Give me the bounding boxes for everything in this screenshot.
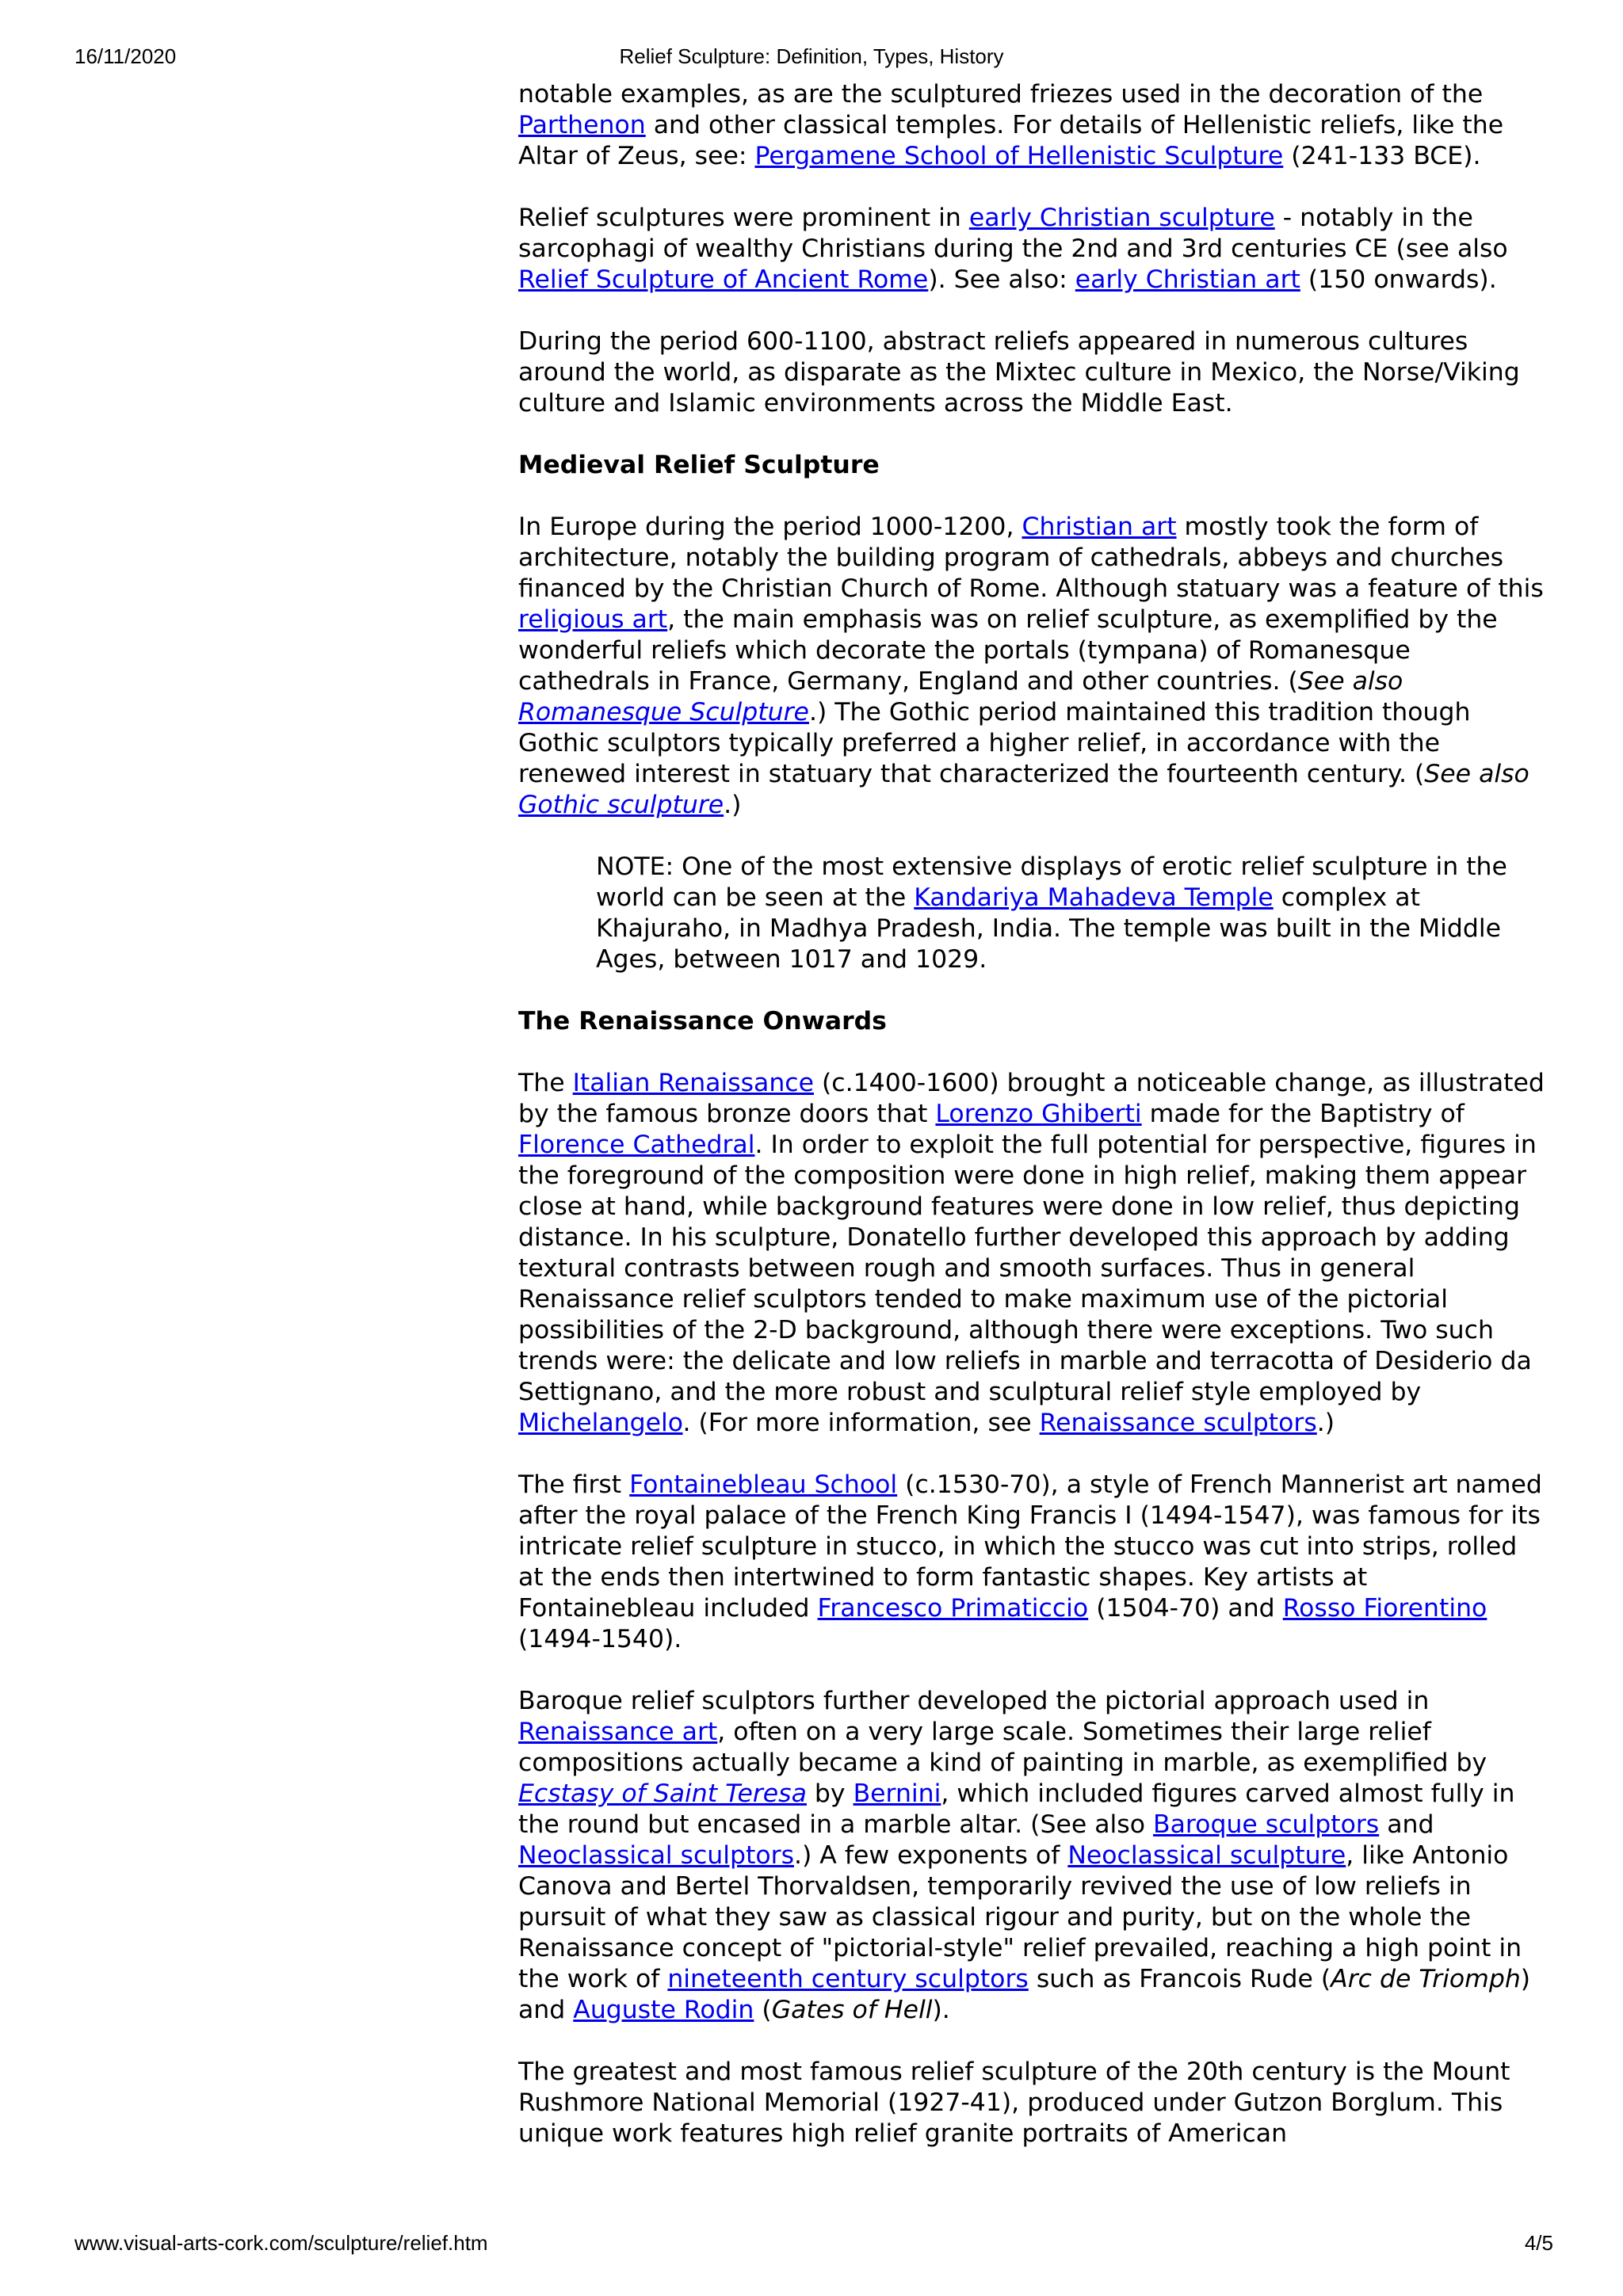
link-fontainebleau-school[interactable]: Fontainebleau School bbox=[629, 1470, 898, 1499]
print-date: 16/11/2020 bbox=[74, 44, 177, 68]
link-rosso-fiorentino[interactable]: Rosso Fiorentino bbox=[1282, 1594, 1487, 1623]
link-relief-ancient-rome[interactable]: Relief Sculpture of Ancient Rome bbox=[518, 265, 929, 294]
article-body bbox=[518, 79, 1549, 2180]
paragraph-abstract-reliefs: During the period 600-1100, abstract reliefs appeared in numerous cultures around the world, as disparate as the Mixtec culture in Mexico, the Norse/Viking culture and Islamic environments across the Middle East. bbox=[518, 327, 1520, 418]
link-neoclassical-sculpture[interactable]: Neoclassical sculpture bbox=[1067, 1841, 1346, 1870]
link-neoclassical-sculptors[interactable]: Neoclassical sculptors bbox=[518, 1841, 794, 1870]
link-lorenzo-ghiberti[interactable]: Lorenzo Ghiberti bbox=[935, 1100, 1142, 1128]
heading-medieval: Medieval Relief Sculpture bbox=[518, 451, 880, 479]
link-ecstasy-saint-teresa[interactable]: Ecstasy of Saint Teresa bbox=[518, 1779, 807, 1808]
paragraph-medieval: In Europe during the period 1000-1200, Christian art mostly took the form of architecture, notably the building program of cathedrals, abbeys and churches financed by the Christian Church of Rome. Although statuary was a feature of this religious art, the main emphasis was on relief sculpture, as exemplified by the wonderful reliefs which decorate the portals (tympana) of Romanesque cathedrals in France, Germany, England and other countries. (See also Romanesque Sculpture.) The Gothic period maintained this tradition though Gothic sculptors typically preferred a higher relief, in accordance with the renewed interest in statuary that characterized the fourteenth century. (See also Gothic sculpture.) bbox=[518, 513, 1544, 819]
page-number: 4/5 bbox=[1524, 2231, 1553, 2255]
link-pergamene-school[interactable]: Pergamene School of Hellenistic Sculpture bbox=[754, 142, 1284, 170]
paragraph-classical: notable examples, as are the sculptured friezes used in the decoration of the Parthenon and other classical temples. For details of Hellenistic reliefs, like the Altar of Zeus, see: Pergamene School of Hellenistic Sculpture (241-133 BCE). bbox=[518, 80, 1504, 170]
link-kandariya-temple[interactable]: Kandariya Mahadeva Temple bbox=[914, 883, 1274, 912]
link-parthenon[interactable]: Parthenon bbox=[518, 111, 646, 139]
link-florence-cathedral[interactable]: Florence Cathedral bbox=[518, 1131, 755, 1159]
link-renaissance-sculptors[interactable]: Renaissance sculptors bbox=[1039, 1409, 1317, 1437]
link-bernini[interactable]: Bernini bbox=[853, 1779, 941, 1808]
link-christian-art[interactable]: Christian art bbox=[1022, 513, 1177, 541]
link-early-christian-art[interactable]: early Christian art bbox=[1075, 265, 1300, 294]
paragraph-early-christian: Relief sculptures were prominent in early Christian sculpture - notably in the sarcophagi of wealthy Christians during the 2nd and 3rd centuries CE (see also Relief Sculpture of Ancient Rome). See also: early Christian art (150 onwards). bbox=[518, 204, 1508, 294]
page-title: Relief Sculpture: Definition, Types, History bbox=[619, 44, 1004, 68]
paragraph-fontainebleau: The first Fontainebleau School (c.1530-70), a style of French Mannerist art named after the royal palace of the French King Francis I (1494-1547), was famous for its intricate relief sculpture in stucco, in which the stucco was cut into strips, rolled at the ends then intertwined to form fantastic shapes. Key artists at Fontainebleau included Francesco Primaticcio (1504-70) and Rosso Fiorentino (1494-1540). bbox=[518, 1470, 1542, 1653]
link-gothic-sculpture[interactable]: Gothic sculpture bbox=[518, 791, 724, 819]
paragraph-renaissance: The Italian Renaissance (c.1400-1600) brought a noticeable change, as illustrated by the famous bronze doors that Lorenzo Ghiberti made for the Baptistry of Florence Cathedral. In order to exploit the full potential for perspective, figures in the foreground of the composition were done in high relief, making them appear close at hand, while background features were done in low relief, thus depicting distance. In his sculpture, Donatello further developed this approach by adding textural contrasts between rough and smooth surfaces. Thus in general Renaissance relief sculptors tended to make maximum use of the pictorial possibilities of the 2-D background, although there were exceptions. Two such trends were: the delicate and low reliefs in marble and terracotta of Desiderio da Settignano, and the more robust and sculptural relief style employed by Michelangelo. (For more information, see Renaissance sculptors.) bbox=[518, 1069, 1545, 1437]
footer-url: www.visual-arts-cork.com/sculpture/relief.htm bbox=[74, 2231, 488, 2255]
link-baroque-sculptors[interactable]: Baroque sculptors bbox=[1153, 1810, 1380, 1839]
paragraph-baroque: Baroque relief sculptors further developed the pictorial approach used in Renaissance art, often on a very large scale. Sometimes their large relief compositions actually became a kind of painting in marble, as exemplified by Ecstasy of Saint Teresa by Bernini, which included figures carved almost fully in the round but encased in a marble altar. (See also Baroque sculptors and Neoclassical sculptors.) A few exponents of Neoclassical sculpture, like Antonio Canova and Bertel Thorvaldsen, temporarily revived the use of low reliefs in pursuit of what they saw as classical rigour and purity, but on the whole the Renaissance concept of "pictorial-style" relief prevailed, reaching a high point in the work of nineteenth century sculptors such as Francois Rude (Arc de Triomph) and Auguste Rodin (Gates of Hell). bbox=[518, 1687, 1531, 2024]
heading-renaissance: The Renaissance Onwards bbox=[518, 1007, 887, 1035]
link-italian-renaissance[interactable]: Italian Renaissance bbox=[572, 1069, 814, 1097]
paragraph-mount-rushmore: The greatest and most famous relief sculpture of the 20th century is the Mount Rushmore National Memorial (1927-41), produced under Gutzon Borglum. This unique work features high relief granite portraits of American bbox=[518, 2058, 1510, 2148]
link-auguste-rodin[interactable]: Auguste Rodin bbox=[573, 1996, 754, 2024]
link-romanesque-sculpture[interactable]: Romanesque Sculpture bbox=[518, 698, 809, 727]
link-renaissance-art[interactable]: Renaissance art bbox=[518, 1718, 718, 1746]
link-religious-art[interactable]: religious art bbox=[518, 605, 668, 634]
link-michelangelo[interactable]: Michelangelo bbox=[518, 1409, 683, 1437]
link-early-christian-sculpture[interactable]: early Christian sculpture bbox=[968, 204, 1275, 232]
link-nineteenth-century-sculptors[interactable]: nineteenth century sculptors bbox=[667, 1965, 1029, 1993]
note-khajuraho: NOTE: One of the most extensive displays of erotic relief sculpture in the world can be seen at the Kandariya Mahadeva Temple complex at Khajuraho, in Madhya Pradesh, India. The temple was built in the Middle Ages, between 1017 and 1029. bbox=[596, 852, 1507, 974]
link-francesco-primaticcio[interactable]: Francesco Primaticcio bbox=[817, 1594, 1089, 1623]
